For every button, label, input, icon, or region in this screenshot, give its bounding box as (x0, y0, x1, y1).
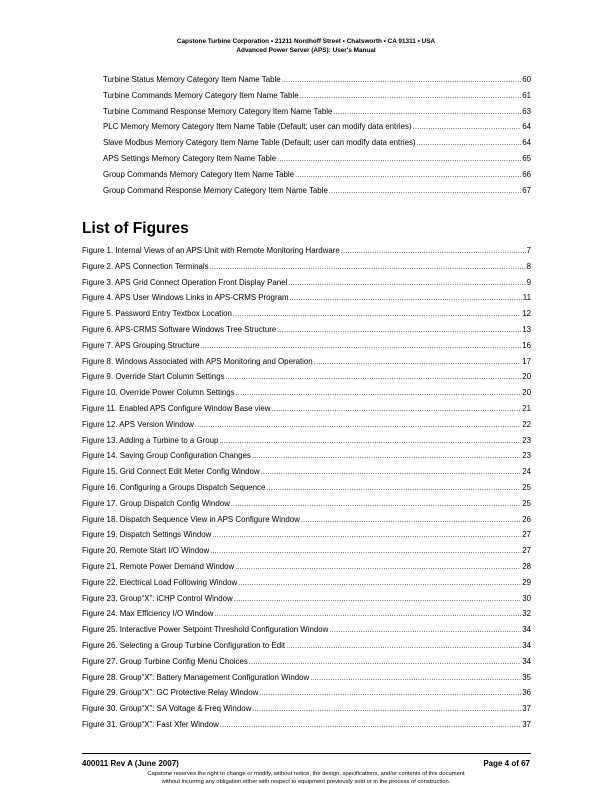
toc-figure-entry[interactable] (82, 685, 531, 701)
toc-figure-entry[interactable] (82, 369, 531, 385)
dot-leader (271, 402, 521, 418)
dot-leader (238, 576, 521, 592)
toc-table-entry[interactable] (103, 72, 531, 88)
toc-figure-entry-title[interactable]: Figure 12. APS Version Window (82, 419, 194, 429)
dot-leader (234, 592, 522, 608)
toc-table-entry-page[interactable]: 65 (522, 153, 531, 163)
toc-figure-entry-page[interactable]: 7 (526, 246, 531, 255)
toc-figure-entry[interactable] (82, 385, 531, 401)
toc-figure-entry-title[interactable]: Figure 4. APS User Windows Links in APS-CRMS Program (82, 293, 289, 303)
toc-figure-entry-title[interactable]: Figure 21. Remote Power Demand Window (82, 561, 235, 571)
dot-leader (252, 449, 521, 465)
dot-leader (210, 260, 526, 276)
toc-figure-entry[interactable] (82, 417, 531, 433)
toc-figure-entry-title[interactable]: Figure 16. Configuring a Groups Dispatch Sequence (82, 482, 266, 492)
dot-leader (266, 481, 521, 497)
dot-leader (212, 528, 521, 544)
dot-leader (233, 307, 521, 323)
toc-figure-entry-title[interactable]: Figure 20. Remote Start I/O Window (82, 546, 210, 556)
toc-table-entry-title[interactable]: Turbine Command Response Memory Category Item Name Table (103, 106, 333, 116)
footer-disclaimer (0, 770, 612, 786)
toc-figure-entry-title[interactable]: Figure 31. Group“X”: Fast Xfer Window (82, 719, 219, 729)
dot-leader (261, 465, 522, 481)
toc-figure-entry-page[interactable]: 20 (522, 372, 531, 382)
toc-figure-entry[interactable] (82, 717, 531, 733)
toc-figure-entry-page[interactable]: 20 (522, 388, 531, 398)
toc-figure-entry-page[interactable]: 36 (522, 688, 531, 698)
toc-figure-entry-page[interactable]: 23 (522, 435, 531, 445)
toc-table-entry-title[interactable]: APS Settings Memory Category Item Name Table (103, 153, 277, 163)
dot-leader (341, 244, 526, 260)
toc-figure-entry-page[interactable]: 37 (522, 719, 531, 729)
toc-figure-entry-title[interactable]: Figure 5. Password Entry Textbox Location (82, 309, 232, 319)
toc-figure-entry-page[interactable]: 9 (526, 277, 531, 287)
toc-figure-entry-title[interactable]: Figure 25. Interactive Power Setpoint Threshold Configuration Window (82, 625, 329, 635)
dot-leader (235, 560, 521, 576)
toc-table-entry[interactable] (103, 151, 531, 167)
toc-figure-entry-page[interactable]: 25 (522, 498, 531, 508)
toc-table-entry[interactable] (103, 135, 531, 151)
toc-figure-entry-page[interactable]: 22 (522, 419, 531, 429)
dot-leader (295, 168, 521, 184)
list-of-tables-continued (103, 72, 531, 198)
toc-figure-entry[interactable] (82, 606, 531, 622)
toc-table-entry-page[interactable]: 67 (522, 185, 531, 195)
toc-figure-entry-page[interactable]: 34 (522, 625, 531, 635)
toc-figure-entry-page[interactable]: 24 (522, 467, 531, 477)
toc-figure-entry-title[interactable]: Figure 2. APS Connection Terminals (82, 261, 209, 271)
toc-figure-entry-page[interactable]: 29 (522, 577, 531, 587)
toc-table-entry-title[interactable]: PLC Memory Memory Category Item Name Table (Default; user can modify data entries) (103, 122, 412, 132)
toc-figure-entry-page[interactable]: 37 (522, 704, 531, 714)
toc-figure-entry-page[interactable]: 26 (522, 514, 531, 524)
dot-leader (210, 544, 521, 560)
disclaimer-line-1: Capstone reserves the right to change or modify, without notice, the design, specifications, and/or contents of this document (147, 771, 465, 777)
toc-figure-entry[interactable] (82, 622, 531, 638)
toc-table-entry-title[interactable]: Group Commands Memory Category Item Name Table (103, 169, 295, 179)
toc-figure-entry-title[interactable]: Figure 14. Saving Group Configuration Changes (82, 451, 251, 461)
dot-leader (277, 323, 521, 339)
toc-figure-entry-page[interactable]: 21 (522, 403, 531, 413)
dot-leader (301, 513, 521, 529)
toc-figure-entry[interactable] (82, 401, 531, 417)
dot-leader (277, 152, 521, 168)
toc-figure-entry-page[interactable]: 17 (522, 356, 531, 366)
dot-leader (219, 434, 521, 450)
toc-figure-entry-page[interactable]: 27 (522, 546, 531, 556)
toc-figure-entry[interactable] (82, 701, 531, 717)
footer-rule (82, 753, 531, 754)
toc-figure-entry[interactable] (82, 670, 531, 686)
dot-leader (226, 370, 522, 386)
toc-figure-entry-title[interactable]: Figure 17. Group Dispatch Config Window (82, 498, 230, 508)
toc-figure-entry-page[interactable]: 25 (522, 482, 531, 492)
toc-figure-entry[interactable] (82, 654, 531, 670)
toc-figure-entry-page[interactable]: 13 (522, 324, 531, 334)
header-address: Capstone Turbine Corporation • 21211 Nordhoff Street • Chatsworth • CA 91311 • USA (176, 38, 436, 45)
dot-leader (329, 623, 521, 639)
dot-leader (259, 686, 521, 702)
toc-figure-entry[interactable] (82, 638, 531, 654)
footer-page-number: Page 4 of 67 (483, 759, 530, 768)
toc-figure-entry[interactable] (82, 559, 531, 575)
toc-table-entry-page[interactable]: 63 (522, 106, 531, 116)
toc-figure-entry[interactable] (82, 480, 531, 496)
toc-figure-entry-title[interactable]: Figure 19. Dispatch Settings Window (82, 530, 212, 540)
toc-figure-entry[interactable] (82, 338, 531, 354)
dot-leader (195, 418, 521, 434)
header-manual-title: Advanced Power Server (APS): User's Manual (236, 47, 376, 54)
toc-figure-entry-title[interactable]: Figure 26. Selecting a Group Turbine Configuration to Edit (82, 640, 286, 650)
toc-figure-entry-title[interactable]: Figure 29. Group“X”: GC Protective Relay Window (82, 688, 259, 698)
dot-leader (201, 339, 522, 355)
dot-leader (286, 639, 521, 655)
toc-figure-entry[interactable] (82, 433, 531, 449)
dot-leader (282, 73, 522, 89)
toc-figure-entry[interactable] (82, 259, 531, 275)
dot-leader (329, 184, 521, 200)
dot-leader (314, 355, 522, 371)
toc-figure-entry-title[interactable]: Figure 28. Group“X”: Battery Management Configuration Window (82, 672, 310, 682)
dot-leader (413, 120, 522, 136)
toc-figure-entry[interactable] (82, 448, 531, 464)
toc-figure-entry-title[interactable]: Figure 15. Grid Connect Edit Meter Config Window (82, 467, 260, 477)
toc-figure-entry[interactable] (82, 290, 531, 306)
dot-leader (220, 718, 521, 734)
toc-table-entry[interactable] (103, 183, 531, 199)
dot-leader (417, 136, 522, 152)
toc-figure-entry-title[interactable]: Figure 30. Group“X”: SA Voltage & Freq Window (82, 704, 252, 714)
toc-figure-entry-title[interactable]: Figure 7. APS Grouping Structure (82, 340, 200, 350)
toc-figure-entry-title[interactable]: Figure 10. Override Power Column Settings (82, 388, 235, 398)
list-of-figures-heading: List of Figures (82, 220, 189, 237)
toc-figure-entry[interactable] (82, 512, 531, 528)
toc-figure-entry-title[interactable]: Figure 9. Override Start Column Settings (82, 372, 225, 382)
toc-figure-entry-title[interactable]: Figure 1. Internal Views of an APS Unit with Remote Monitoring Hardware (82, 246, 340, 255)
toc-table-entry-page[interactable]: 64 (522, 138, 531, 148)
toc-figure-entry[interactable] (82, 496, 531, 512)
toc-figure-entry[interactable] (82, 591, 531, 607)
toc-figure-entry-page[interactable]: 35 (522, 672, 531, 682)
footer-doc-id: 400011 Rev A (June 2007) (82, 759, 179, 768)
toc-figure-entry[interactable] (82, 575, 531, 591)
dot-leader (290, 291, 522, 307)
toc-figure-entry[interactable] (82, 275, 531, 291)
toc-figure-entry[interactable] (82, 543, 531, 559)
toc-figure-entry[interactable] (82, 243, 531, 259)
dot-leader (288, 276, 525, 292)
toc-table-entry-page[interactable]: 66 (522, 169, 531, 179)
toc-figure-entry-page[interactable]: 28 (522, 561, 531, 571)
toc-table-entry-title[interactable]: Turbine Commands Memory Category Item Name Table (103, 90, 299, 100)
toc-figure-entry-page[interactable]: 23 (522, 451, 531, 461)
toc-table-entry-page[interactable]: 61 (522, 90, 531, 100)
toc-figure-entry[interactable] (82, 527, 531, 543)
toc-figure-entry-page[interactable]: 11 (522, 293, 531, 303)
toc-figure-entry-title[interactable]: Figure 23. Group“X”: iCHP Control Window (82, 593, 233, 603)
toc-figure-entry-title[interactable]: Figure 27. Group Turbine Config Menu Choices (82, 656, 248, 666)
toc-figure-entry-page[interactable]: 30 (522, 593, 531, 603)
toc-table-entry[interactable] (103, 119, 531, 135)
toc-table-entry-page[interactable]: 60 (522, 75, 531, 84)
toc-figure-entry-title[interactable]: Figure 13. Adding a Turbine to a Group (82, 435, 219, 445)
toc-figure-entry[interactable] (82, 464, 531, 480)
dot-leader (252, 702, 521, 718)
toc-figure-entry-title[interactable]: Figure 22. Electrical Load Following Window (82, 577, 238, 587)
toc-figure-entry-page[interactable]: 34 (522, 640, 531, 650)
toc-table-entry[interactable] (103, 104, 531, 120)
toc-figure-entry-title[interactable]: Figure 18. Dispatch Sequence View in APS Configure Window (82, 514, 300, 524)
toc-figure-entry-title[interactable]: Figure 3. APS Grid Connect Operation Front Display Panel (82, 277, 288, 287)
toc-figure-entry[interactable] (82, 306, 531, 322)
disclaimer-line-2: without incurring any obligation either with respect to equipment previously sold or in the process of construction. (161, 779, 451, 785)
dot-leader (236, 386, 522, 402)
toc-figure-entry-page[interactable]: 27 (522, 530, 531, 540)
toc-figure-entry-title[interactable]: Figure 8. Windows Associated with APS Monitoring and Operation (82, 356, 313, 366)
toc-figure-entry[interactable] (82, 322, 531, 338)
toc-table-entry[interactable] (103, 167, 531, 183)
toc-figure-entry-title[interactable]: Figure 24. Max Efficiency I/O Window (82, 609, 214, 619)
toc-figure-entry[interactable] (82, 354, 531, 370)
toc-figure-entry-page[interactable]: 16 (522, 340, 531, 350)
page-header (0, 37, 612, 55)
toc-figure-entry-page[interactable]: 12 (522, 309, 531, 319)
dot-leader (300, 89, 522, 105)
dot-leader (231, 497, 521, 513)
toc-figure-entry-title[interactable]: Figure 6. APS-CRMS Software Windows Tree Structure (82, 324, 277, 334)
toc-table-entry-title[interactable]: Group Command Response Memory Category Item Name Table (103, 185, 328, 195)
toc-figure-entry-page[interactable]: 32 (522, 609, 531, 619)
list-of-figures (82, 243, 531, 733)
dot-leader (310, 671, 521, 687)
toc-figure-entry-page[interactable]: 8 (526, 261, 531, 271)
dot-leader (214, 607, 521, 623)
toc-table-entry-title[interactable]: Turbine Status Memory Category Item Name Table (103, 75, 281, 84)
dot-leader (249, 655, 521, 671)
dot-leader (333, 105, 521, 121)
toc-table-entry-page[interactable]: 64 (522, 122, 531, 132)
toc-table-entry[interactable] (103, 88, 531, 104)
toc-figure-entry-page[interactable]: 34 (522, 656, 531, 666)
toc-figure-entry-title[interactable]: Figure 11. Enabled APS Configure Window Base view (82, 403, 271, 413)
toc-table-entry-title[interactable]: Slave Modbus Memory Category Item Name Table (Default; user can modify data entries) (103, 138, 416, 148)
